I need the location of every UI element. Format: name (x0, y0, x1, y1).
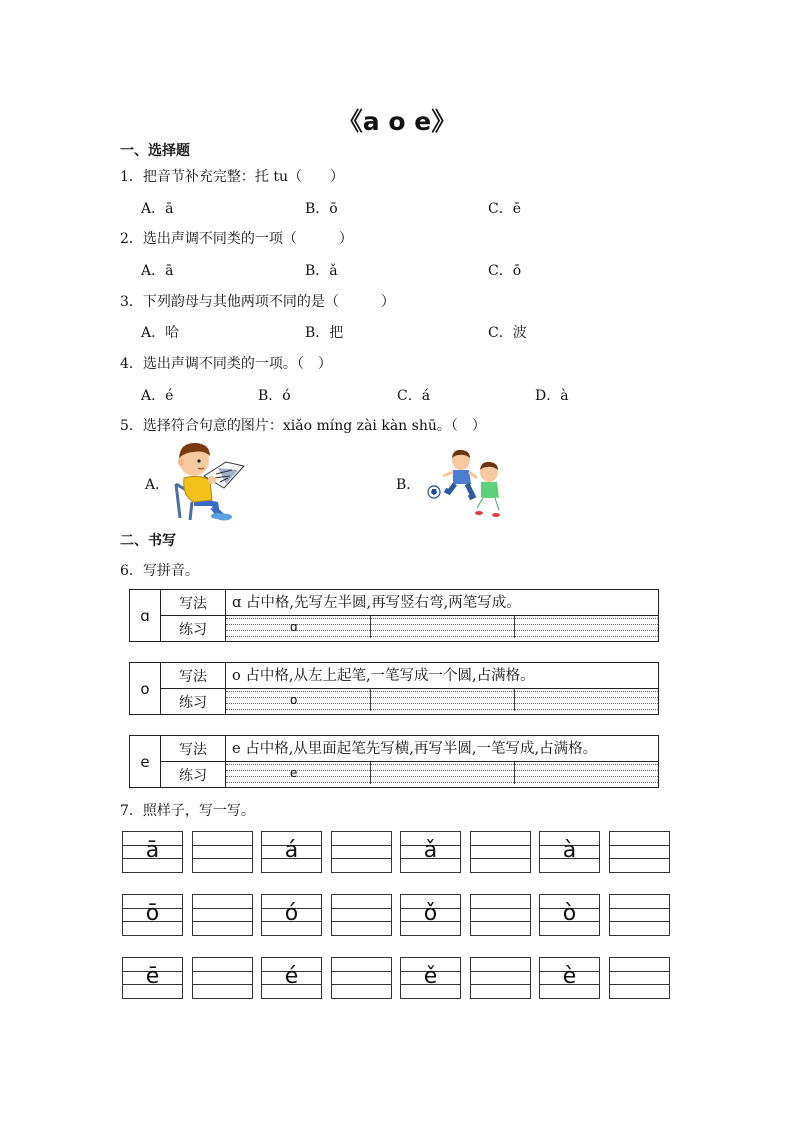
tone-letter: ō (145, 901, 160, 926)
q3-option-c: C．波 (488, 325, 527, 341)
tone-practice-box[interactable] (609, 957, 670, 999)
tone-practice-box[interactable] (470, 894, 531, 936)
method-text: ɑ 占中格,先写左半圆,再写竖右弯,两笔写成。 (232, 595, 521, 611)
boy-reading-illustration (168, 440, 246, 522)
method-label: 写法 (161, 663, 226, 689)
practice-label: 练习 (161, 616, 226, 641)
q5-option-b: B． (396, 477, 421, 493)
page-title: 《a o e》 (337, 107, 457, 136)
practice-example: ɑ (290, 620, 298, 634)
practice-example: e (290, 766, 298, 780)
tone-practice-box[interactable] (331, 957, 392, 999)
practice-lines[interactable] (226, 691, 658, 710)
q3-option-b: B．把 (305, 325, 344, 341)
writing-table-o (129, 662, 659, 715)
q4-option-c: C．á (397, 388, 431, 404)
tone-practice-box[interactable] (192, 894, 253, 936)
q1-option-a: A．ā (141, 201, 174, 217)
tone-letter: ǎ (423, 838, 438, 863)
practice-label: 练习 (161, 762, 226, 787)
writing-table-a (129, 589, 659, 642)
tone-example-box (122, 894, 183, 936)
letter-cell: e (130, 736, 161, 787)
tone-example-box (122, 831, 183, 873)
tone-example-box (261, 957, 322, 999)
method-label: 写法 (161, 736, 226, 762)
tone-example-box (400, 894, 461, 936)
q1-option-c: C．ē (488, 201, 521, 217)
tone-example-box (261, 894, 322, 936)
tone-letter: è (562, 964, 577, 989)
tone-practice-box[interactable] (331, 831, 392, 873)
tone-letter: ò (562, 901, 577, 926)
tone-example-box (122, 957, 183, 999)
tone-practice-box[interactable] (470, 957, 531, 999)
practice-label: 练习 (161, 689, 226, 714)
tone-example-box (400, 957, 461, 999)
method-label: 写法 (161, 590, 226, 616)
method-text: e 占中格,从里面起笔先写横,再写半圆,一笔写成,占满格。 (232, 741, 598, 757)
tone-letter: ó (284, 901, 299, 926)
tone-letter: ā (145, 838, 160, 863)
question-5: 5．选择符合句意的图片：xiǎo míng zài kàn shū。（ ） (120, 418, 486, 434)
method-text: o 占中格,从左上起笔,一笔写成一个圆,占满格。 (232, 668, 535, 684)
question-6: 6．写拼音。 (120, 563, 199, 579)
section-heading-choice: 一、选择题 (120, 143, 190, 159)
tone-example-box (400, 831, 461, 873)
tone-practice-box[interactable] (609, 894, 670, 936)
tone-letter: ě (423, 964, 438, 989)
question-7: 7．照样子，写一写。 (120, 803, 255, 819)
question-1: 1．把音节补充完整：托 tu（ ） (120, 169, 344, 185)
tone-practice-box[interactable] (192, 831, 253, 873)
question-3: 3．下列韵母与其他两项不同的是（ ） (120, 294, 395, 310)
tone-letter: é (284, 964, 299, 989)
tone-letter: à (562, 838, 577, 863)
letter-cell: o (130, 663, 161, 714)
tone-letter: ǒ (423, 901, 438, 926)
q1-option-b: B．ō (305, 201, 338, 217)
tone-practice-box[interactable] (331, 894, 392, 936)
practice-lines[interactable] (226, 764, 658, 783)
question-4: 4．选出声调不同类的一项。（ ） (120, 356, 332, 372)
q4-option-a: A．é (141, 388, 174, 404)
tone-letter: á (284, 838, 299, 863)
tone-practice-box[interactable] (609, 831, 670, 873)
writing-table-e (129, 735, 659, 788)
q4-option-b: B．ó (258, 388, 291, 404)
q2-option-c: C．ō (488, 263, 522, 279)
q5-option-a: A． (145, 477, 170, 493)
section-heading-writing: 二、书写 (120, 533, 176, 549)
letter-cell: ɑ (130, 590, 161, 641)
q4-option-d: D．à (535, 388, 569, 404)
tone-example-box (539, 957, 600, 999)
q2-option-b: B．ǎ (305, 263, 338, 279)
q3-option-a: A．哈 (141, 325, 180, 341)
tone-practice-box[interactable] (470, 831, 531, 873)
tone-practice-box[interactable] (192, 957, 253, 999)
question-2: 2．选出声调不同类的一项（ ） (120, 231, 353, 247)
kids-football-illustration (425, 446, 505, 518)
tone-example-box (261, 831, 322, 873)
practice-example: o (290, 693, 298, 707)
tone-letter: ē (145, 964, 160, 989)
practice-lines[interactable] (226, 618, 658, 637)
tone-example-box (539, 894, 600, 936)
q2-option-a: A．ā (141, 263, 174, 279)
tone-example-box (539, 831, 600, 873)
